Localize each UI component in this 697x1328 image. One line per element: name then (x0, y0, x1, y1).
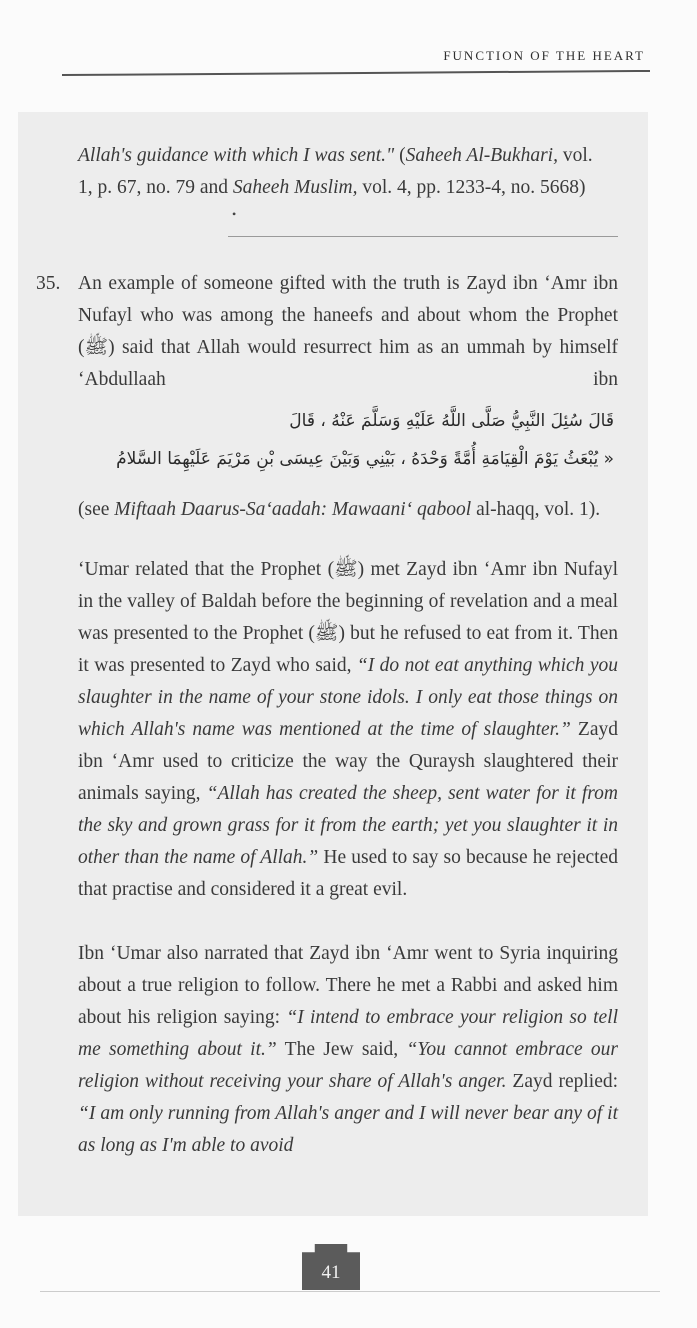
page-bottom-edge (40, 1291, 660, 1292)
see-reference (78, 494, 618, 526)
para-umar-quote1: “I do not eat anything which you slaughter in the name of your stone idols. I only eat those things on which Allah's name was mentioned at the time of slaughter.” (78, 655, 618, 740)
quote-ref-open: ( (394, 145, 406, 166)
para-ibn-quote2: “You cannot embrace our religion without receiving your share of Allah's anger. (78, 1039, 619, 1092)
paragraph-umar (78, 554, 618, 906)
section-separator (228, 236, 618, 237)
separator-mark: • (232, 207, 237, 221)
arabic-line-1: قَالَ سُئِلَ النَّبِيُّ صَلَّى اللَّهُ عَلَيْهِ وَسَلَّمَ عَنْهُ ، قَالَ (289, 411, 614, 431)
para-umar-part3: He used to say so because he rejected that practise and considered it a great evil. (78, 847, 619, 900)
quote-ref-muslim: Saheeh Muslim, (232, 177, 358, 198)
para-ibn-quote1: “I intend to embrace your religion so tell me something about it.” (78, 1007, 619, 1060)
para-ibn-quote3: “I am only running from Allah's anger and I will never bear any of it as long as I'm able to avoid (78, 1103, 618, 1156)
item-number: 35. (36, 273, 61, 294)
para-ibn-part3: Zayd replied: (506, 1071, 619, 1092)
arabic-line-2: « يُبْعَثُ يَوْمَ الْقِيَامَةِ أُمَّةً وَحْدَهُ ، بَيْنِي وَبَيْنَ عِيسَى بْنِ مَرْيَمَ عَلَيْهِمَا السَّلامُ (116, 449, 614, 469)
para-umar-quote2: “Allah has created the sheep, sent water for it from the sky and grown grass for it from the earth; yet you slaughter it in other than the name of Allah.” (78, 783, 618, 868)
para-ibn-part1: Ibn ‘Umar also narrated that Zayd ibn ‘Amr went to Syria inquiring about a true religion to follow. There he met a Rabbi and asked him about his religion saying: (78, 943, 618, 1028)
paragraph-ibn-umar (78, 938, 618, 1162)
quote-line2-rest: vol. 4, pp. 1233-4, no. 5668) (357, 177, 586, 198)
see-reference-prefix: (see (78, 499, 115, 520)
item-35-text: An example of someone gifted with the truth is Zayd ibn ‘Amr ibn Nufayl who was among the haneefs and about whom the Prophet (ﷺ) said that Allah would resurrect him as an ummah by himself ‘Abdullaah ibn (78, 273, 618, 390)
para-ibn-part2: The Jew said, (276, 1039, 407, 1060)
running-title: FUNCTION OF THE HEART (443, 48, 645, 63)
quote-continuation (78, 140, 618, 204)
see-reference-rest: al-haqq, vol. 1). (471, 499, 601, 520)
page-number: 41 (321, 1262, 341, 1283)
header-rule (62, 70, 650, 76)
quote-ref-vol: vol. (557, 145, 593, 166)
quote-line1-italic: Allah's guidance with which I was sent." (78, 145, 395, 166)
quote-line2-start: 1, p. 67, no. 79 and (78, 177, 233, 198)
para-umar-part1: ‘Umar related that the Prophet (ﷺ) met Zayd ibn ‘Amr ibn Nufayl in the valley of Baldah before the beginning of revelation and a meal was presented to the Prophet (ﷺ) but he refused to eat from it. Then it was presented to Zayd who said, (78, 559, 618, 676)
para-umar-part2: Zayd ibn ‘Amr used to criticize the way the Quraysh slaughtered their animals saying, (78, 719, 619, 804)
quote-ref-bukhari: Saheeh Al-Bukhari, (405, 145, 558, 166)
see-reference-italic: Miftaah Daarus-Sa‘aadah: Mawaani‘ qabool (114, 499, 472, 520)
